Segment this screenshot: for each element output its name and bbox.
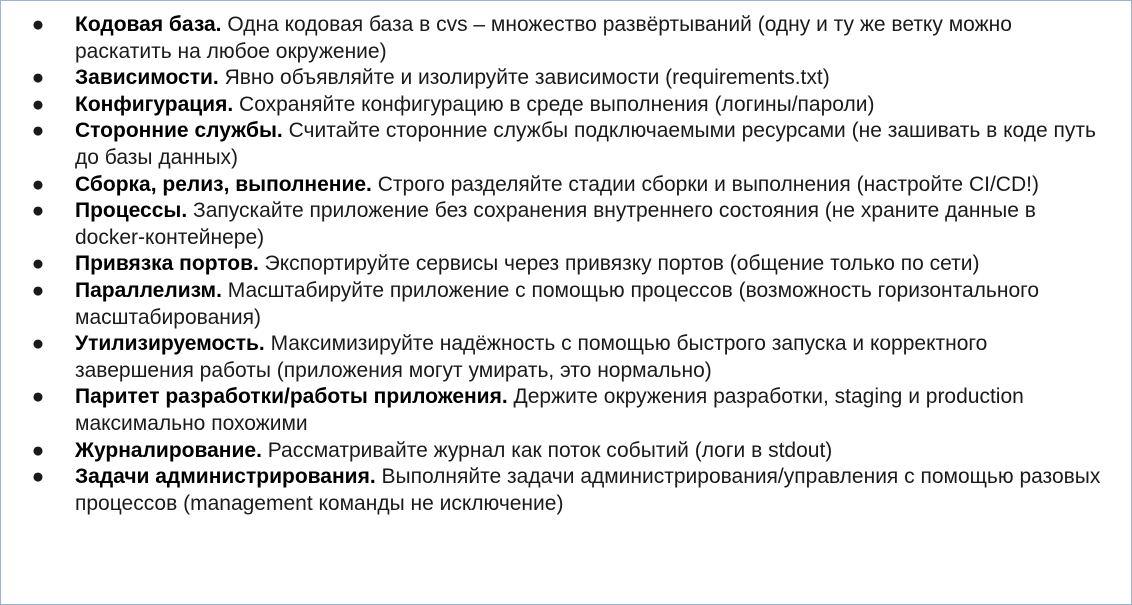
bullet-icon: ●	[31, 438, 45, 462]
item-text: Выполняйте задачи администрирования/управления с помощью разовых процессов (management команды не исключение)	[75, 465, 1101, 515]
item-text: Строго разделяйте стадии сборки и выполнения (настройте CI/CD!)	[371, 172, 1039, 196]
bullet-icon: ●	[31, 92, 45, 116]
bullet-icon: ●	[31, 332, 45, 356]
item-text: Сохраняйте конфигурацию в среде выполнения (логины/пароли)	[233, 92, 875, 116]
bullet-icon: ●	[31, 13, 45, 36]
item-term: Кодовая база.	[75, 13, 222, 36]
item-term: Задачи администрирования.	[75, 465, 376, 489]
item-text: Запускайте приложение без сохранения внутреннего состояния (не храните данные в docker-контейнере)	[75, 199, 1036, 249]
item-text: Экспортируйте сервисы через привязку портов (общение только по сети)	[258, 252, 980, 276]
list-item	[1, 438, 1111, 465]
item-text: Масштабируйте приложение с помощью процессов (возможность горизонтального масштабирования)	[75, 278, 1040, 329]
list-item	[1, 464, 1111, 517]
list-item	[1, 92, 1111, 119]
bullet-icon: ●	[31, 119, 45, 143]
list-item	[1, 278, 1111, 331]
list-item	[1, 331, 1111, 384]
item-text: Держите окружения разработки, staging и production максимально похожими	[75, 385, 1024, 435]
list-item	[1, 198, 1111, 251]
item-term: Привязка портов.	[75, 252, 259, 276]
item-term: Конфигурация.	[75, 92, 234, 116]
item-term: Утилизируемость.	[75, 332, 265, 356]
list-item	[1, 12, 1111, 65]
item-term: Сторонние службы.	[75, 119, 283, 143]
item-text: Рассматривайте журнал как поток событий (логи в stdout)	[261, 438, 833, 462]
bullet-icon: ●	[31, 66, 45, 90]
item-term: Процессы.	[75, 199, 188, 223]
list-item	[1, 251, 1111, 278]
item-term: Зависимости.	[75, 66, 219, 90]
item-term: Паритет разработки/работы приложения.	[75, 385, 508, 409]
item-text: Считайте сторонние службы подключаемыми ресурсами (не зашивать в коде путь до базы данных)	[75, 119, 1096, 169]
list-item	[1, 118, 1111, 171]
item-text: Явно объявляйте и изолируйте зависимости (requirements.txt)	[218, 66, 830, 90]
item-text: Одна кодовая база в cvs – множество развёртываний (одну и ту же ветку можно раскатить на любое окружение)	[75, 13, 1012, 63]
item-term: Сборка, релиз, выполнение.	[75, 172, 372, 196]
item-term: Журналирование.	[75, 438, 262, 462]
bullet-icon: ●	[31, 172, 45, 196]
list-item	[1, 384, 1111, 437]
item-term: Параллелизм.	[75, 278, 222, 302]
bullet-icon: ●	[31, 252, 45, 276]
bullet-icon: ●	[31, 465, 45, 489]
list-item	[1, 65, 1111, 92]
principles-list	[1, 12, 1111, 517]
list-item	[1, 172, 1111, 199]
bullet-icon: ●	[31, 199, 45, 223]
item-text: Максимизируйте надёжность с помощью быстрого запуска и корректного завершения работы (приложения могут умирать, это нормально)	[75, 332, 988, 382]
bullet-icon: ●	[31, 278, 45, 302]
bullet-icon: ●	[31, 385, 45, 409]
